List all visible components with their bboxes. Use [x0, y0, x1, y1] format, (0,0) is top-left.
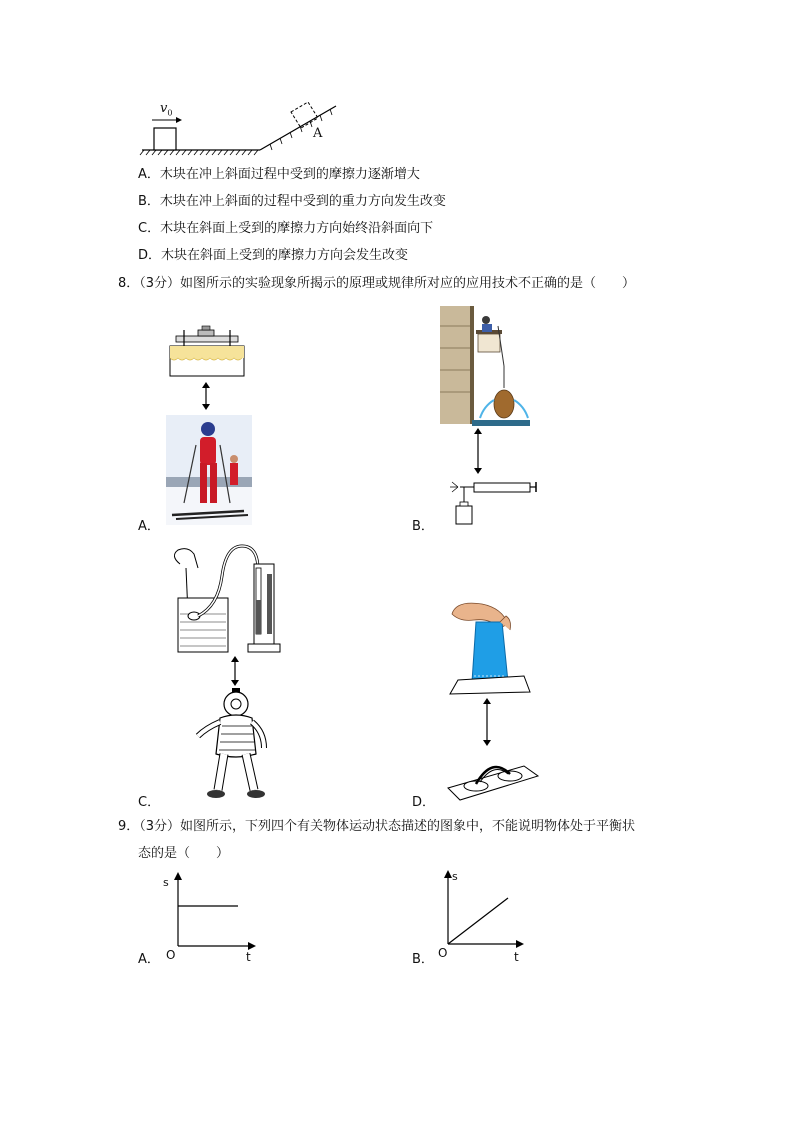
q8d-double-arrow [481, 698, 493, 746]
graph-b-origin: O [438, 946, 448, 960]
q8-label-d: D． [412, 795, 436, 810]
q8b-barrel-experiment [440, 306, 530, 426]
q8a-pressure-experiment [166, 326, 248, 380]
q8c-double-arrow [229, 656, 241, 686]
q7-option-d: D．木块在斜面上受到的摩擦力方向会发生改变 [138, 248, 409, 263]
q7-option-c: C．木块在斜面上受到的摩擦力方向始终沿斜面向下 [138, 221, 434, 236]
q9-label-b: B． [412, 952, 434, 967]
q7-option-a: A．木块在冲上斜面过程中受到的摩擦力逐渐增大 [138, 167, 420, 182]
q8d-cup-experiment [444, 600, 534, 696]
velocity-label: $v_0$ [160, 101, 173, 118]
graph-a-y-label: s [163, 876, 169, 889]
q8-label-b: B． [412, 519, 434, 534]
skier-helmet-icon [201, 422, 215, 436]
q8a-double-arrow [200, 382, 212, 410]
q8-label-a: A． [138, 519, 160, 534]
q8d-suction-hook [440, 752, 544, 804]
q8b-double-arrow [472, 428, 484, 474]
q8c-diving-suit [194, 688, 294, 800]
q8b-sprayer [448, 478, 540, 528]
graph-a-x-label: t [246, 950, 251, 964]
q9-stem-line2: 态的是（ ） [138, 846, 230, 861]
q9-graph-a [160, 872, 260, 952]
q9-graph-b [430, 868, 530, 948]
graph-a-origin: O [166, 948, 176, 962]
graph-b-x-label: t [514, 950, 519, 964]
graph-b-line [448, 898, 508, 944]
graph-b-y-label: s [452, 870, 458, 883]
q8a-skier-photo [166, 415, 252, 525]
q9-label-a: A． [138, 952, 160, 967]
q8c-liquid-pressure-experiment [158, 544, 284, 654]
q9-stem-line1: 9．（3分）如图所示，下列四个有关物体运动状态描述的图象中，不能说明物体处于平衡状 [118, 819, 636, 834]
q8-label-c: C． [138, 795, 161, 810]
q7-option-b: B．木块在冲上斜面的过程中受到的重力方向发生改变 [138, 194, 446, 209]
point-a-label: A [313, 126, 323, 141]
q8-stem: 8．（3分）如图所示的实验现象所揭示的原理或规律所对应的应用技术不正确的是（ ） [118, 276, 636, 291]
person-head-icon [482, 316, 490, 324]
wood-block [154, 128, 176, 150]
